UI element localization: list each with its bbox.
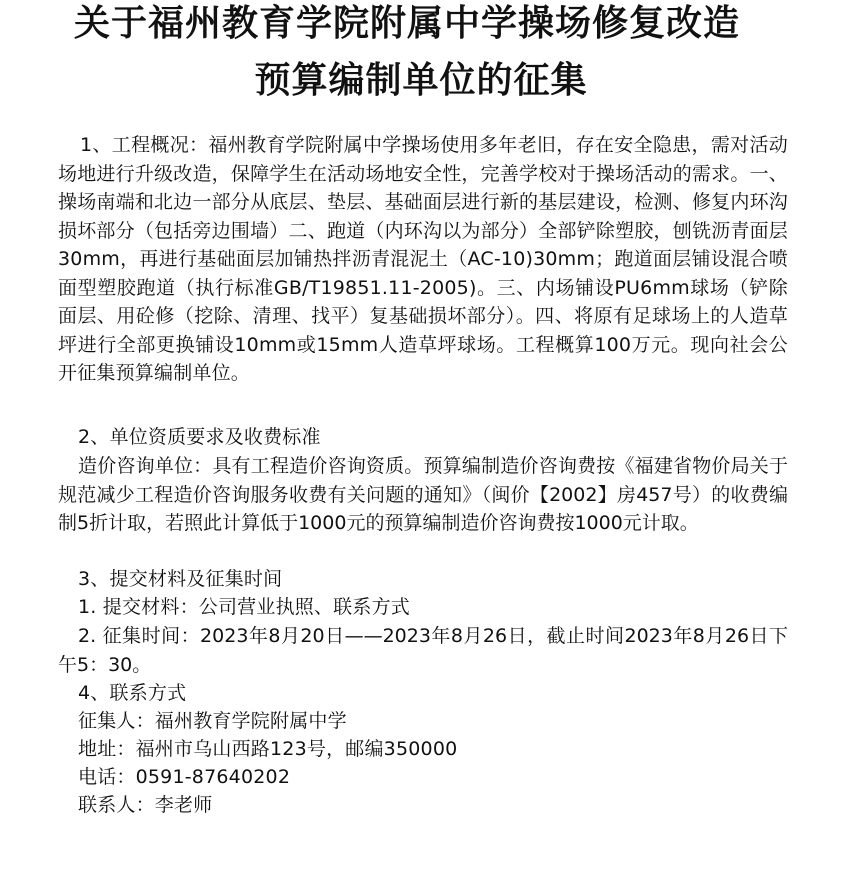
document-title-line-1: 关于福州教育学院附属中学操场修复改造 — [73, 3, 740, 44]
section-2-heading: 2、单位资质要求及收费标准 — [78, 426, 321, 448]
section-1-overview: 1、工程概况：福州教育学院附属中学操场使用多年老旧，存在安全隐患，需对活动场地进行升级改造，保障学生在活动场地安全性，完善学校对于操场活动的需求。一、操场南端和北边一部分从底层、垫层、基础面层进行新的基层建设，检测、修复内环沟损坏部分（包括旁边围墙）二、跑道（内环沟以为部分）全部铲除塑胶，刨铣沥青面层30mm，再进行基础面层加铺热拌沥青混泥土（AC-10)30mm；跑道面层铺设混合喷面型塑胶跑道（执行标准GB/T19851.11-2005)。三、内场铺设PU6mm球场（铲除面层、用砼修（挖除、清理、找平）复基础损坏部分）。四、将原有足球场上的人造草坪进行全部更换铺设10mm或15mm人造草坪球场。工程概算100万元。现向社会公开征集预算编制单位。 — [58, 134, 788, 384]
contact-address: 地址：福州市乌山西路123号，邮编350000 — [78, 738, 458, 760]
section-2-body: 造价咨询单位：具有工程造价咨询资质。预算编制造价咨询费按《福建省物价局关于规范减少工程造价咨询服务收费有关问题的通知》（闽价【2002】房457号）的收费编制5折计取，若照此计算低于1000元的预算编制造价咨询费按1000元计取。 — [58, 455, 788, 534]
section-3-item-1: 1. 提交材料：公司营业执照、联系方式 — [78, 596, 410, 618]
document-title-line-2: 预算编制单位的征集 — [254, 60, 588, 101]
contact-phone: 电话：0591-87640202 — [78, 766, 291, 788]
section-3-item-2: 2. 征集时间：2023年8月20日——2023年8月26日，截止时间2023年8月26日下午5：30。 — [58, 625, 788, 676]
contact-person: 联系人：李老师 — [78, 794, 213, 816]
section-4-heading: 4、联系方式 — [78, 682, 187, 704]
section-3-heading: 3、提交材料及征集时间 — [78, 568, 283, 590]
contact-collector: 征集人：福州教育学院附属中学 — [78, 710, 347, 732]
